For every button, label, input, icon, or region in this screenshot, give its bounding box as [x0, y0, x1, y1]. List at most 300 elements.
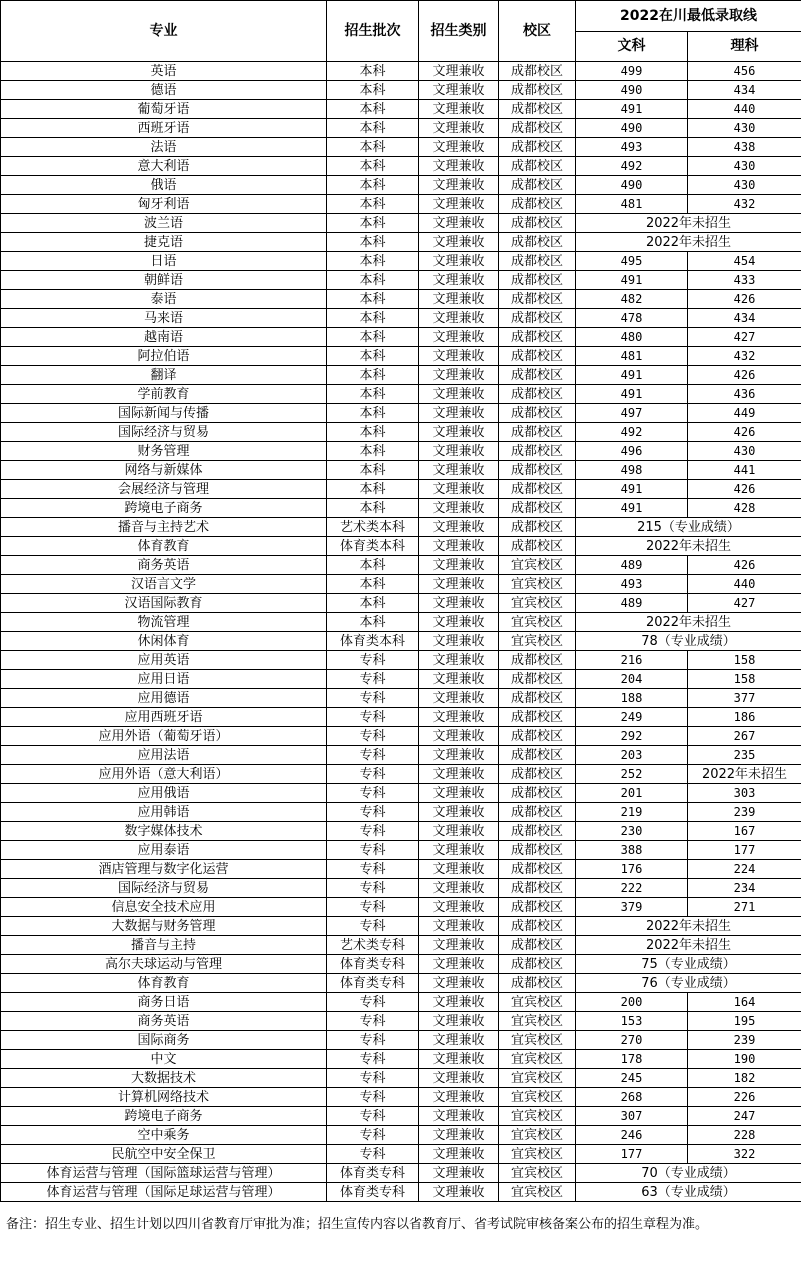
campus-cell: 成都校区 [499, 841, 576, 860]
table-row [1, 746, 801, 765]
campus-cell: 成都校区 [499, 955, 576, 974]
score-merged-cell: 2022年未招生 [576, 613, 801, 632]
table-row [1, 860, 801, 879]
batch-cell: 本科 [327, 575, 419, 594]
table-row [1, 499, 801, 518]
batch-cell: 体育类专科 [327, 974, 419, 993]
category-cell: 文理兼收 [419, 1012, 499, 1031]
wen-score-cell: 200 [576, 993, 688, 1012]
batch-cell: 专科 [327, 898, 419, 917]
category-cell: 文理兼收 [419, 860, 499, 879]
category-cell: 文理兼收 [419, 214, 499, 233]
category-cell: 文理兼收 [419, 556, 499, 575]
category-cell: 文理兼收 [419, 955, 499, 974]
wen-score-cell: 492 [576, 157, 688, 176]
major-cell: 应用韩语 [1, 803, 327, 822]
table-row [1, 1107, 801, 1126]
wen-score-cell: 252 [576, 765, 688, 784]
batch-cell: 体育类本科 [327, 537, 419, 556]
table-row [1, 157, 801, 176]
wen-score-cell: 388 [576, 841, 688, 860]
table-row [1, 670, 801, 689]
batch-cell: 艺术类本科 [327, 518, 419, 537]
major-cell: 葡萄牙语 [1, 100, 327, 119]
campus-cell: 成都校区 [499, 81, 576, 100]
table-row [1, 917, 801, 936]
table-row [1, 366, 801, 385]
major-cell: 信息安全技术应用 [1, 898, 327, 917]
li-score-cell: 426 [688, 366, 801, 385]
major-cell: 应用外语（意大利语） [1, 765, 327, 784]
batch-cell: 本科 [327, 138, 419, 157]
header-li: 理科 [688, 31, 801, 62]
major-cell: 酒店管理与数字化运营 [1, 860, 327, 879]
category-cell: 文理兼收 [419, 670, 499, 689]
category-cell: 文理兼收 [419, 594, 499, 613]
batch-cell: 本科 [327, 157, 419, 176]
table-row [1, 461, 801, 480]
wen-score-cell: 491 [576, 100, 688, 119]
wen-score-cell: 204 [576, 670, 688, 689]
category-cell: 文理兼收 [419, 195, 499, 214]
major-cell: 商务英语 [1, 556, 327, 575]
major-cell: 跨境电子商务 [1, 499, 327, 518]
major-cell: 泰语 [1, 290, 327, 309]
li-score-cell: 438 [688, 138, 801, 157]
campus-cell: 成都校区 [499, 746, 576, 765]
li-score-cell: 426 [688, 423, 801, 442]
table-row [1, 176, 801, 195]
category-cell: 文理兼收 [419, 328, 499, 347]
score-merged-cell: 78（专业成绩） [576, 632, 801, 651]
header-batch: 招生批次 [327, 1, 419, 62]
major-cell: 体育教育 [1, 537, 327, 556]
campus-cell: 成都校区 [499, 138, 576, 157]
wen-score-cell: 176 [576, 860, 688, 879]
category-cell: 文理兼收 [419, 936, 499, 955]
li-score-cell: 430 [688, 119, 801, 138]
major-cell: 马来语 [1, 309, 327, 328]
category-cell: 文理兼收 [419, 1088, 499, 1107]
score-merged-cell: 75（专业成绩） [576, 955, 801, 974]
table-row [1, 119, 801, 138]
batch-cell: 本科 [327, 100, 419, 119]
major-cell: 汉语国际教育 [1, 594, 327, 613]
major-cell: 法语 [1, 138, 327, 157]
campus-cell: 成都校区 [499, 271, 576, 290]
table-row [1, 518, 801, 537]
li-score-cell: 427 [688, 328, 801, 347]
category-cell: 文理兼收 [419, 993, 499, 1012]
batch-cell: 本科 [327, 366, 419, 385]
score-merged-cell: 2022年未招生 [576, 214, 801, 233]
category-cell: 文理兼收 [419, 290, 499, 309]
wen-score-cell: 478 [576, 309, 688, 328]
score-merged-cell: 2022年未招生 [576, 233, 801, 252]
campus-cell: 宜宾校区 [499, 632, 576, 651]
table-row [1, 537, 801, 556]
score-merged-cell: 63（专业成绩） [576, 1183, 801, 1202]
batch-cell: 本科 [327, 461, 419, 480]
batch-cell: 专科 [327, 689, 419, 708]
batch-cell: 本科 [327, 613, 419, 632]
major-cell: 计算机网络技术 [1, 1088, 327, 1107]
major-cell: 大数据与财务管理 [1, 917, 327, 936]
campus-cell: 宜宾校区 [499, 1145, 576, 1164]
category-cell: 文理兼收 [419, 708, 499, 727]
campus-cell: 成都校区 [499, 233, 576, 252]
batch-cell: 本科 [327, 119, 419, 138]
table-row [1, 62, 801, 81]
major-cell: 空中乘务 [1, 1126, 327, 1145]
category-cell: 文理兼收 [419, 803, 499, 822]
category-cell: 文理兼收 [419, 613, 499, 632]
score-merged-cell: 2022年未招生 [576, 936, 801, 955]
major-cell: 汉语言文学 [1, 575, 327, 594]
batch-cell: 本科 [327, 385, 419, 404]
table-row [1, 765, 801, 784]
category-cell: 文理兼收 [419, 366, 499, 385]
batch-cell: 本科 [327, 81, 419, 100]
table-row [1, 955, 801, 974]
table-row [1, 1069, 801, 1088]
wen-score-cell: 270 [576, 1031, 688, 1050]
header-wen: 文科 [576, 31, 688, 62]
score-merged-cell: 70（专业成绩） [576, 1164, 801, 1183]
batch-cell: 专科 [327, 708, 419, 727]
batch-cell: 本科 [327, 309, 419, 328]
campus-cell: 成都校区 [499, 442, 576, 461]
wen-score-cell: 490 [576, 81, 688, 100]
wen-score-cell: 245 [576, 1069, 688, 1088]
li-score-cell: 441 [688, 461, 801, 480]
table-row [1, 252, 801, 271]
li-score-cell: 456 [688, 62, 801, 81]
batch-cell: 专科 [327, 1126, 419, 1145]
li-score-cell: 177 [688, 841, 801, 860]
major-cell: 体育运营与管理（国际篮球运营与管理） [1, 1164, 327, 1183]
category-cell: 文理兼收 [419, 271, 499, 290]
category-cell: 文理兼收 [419, 442, 499, 461]
major-cell: 应用外语（葡萄牙语） [1, 727, 327, 746]
batch-cell: 本科 [327, 252, 419, 271]
wen-score-cell: 498 [576, 461, 688, 480]
category-cell: 文理兼收 [419, 1126, 499, 1145]
major-cell: 国际商务 [1, 1031, 327, 1050]
campus-cell: 成都校区 [499, 62, 576, 81]
major-cell: 播音与主持 [1, 936, 327, 955]
batch-cell: 专科 [327, 1031, 419, 1050]
major-cell: 学前教育 [1, 385, 327, 404]
batch-cell: 专科 [327, 860, 419, 879]
campus-cell: 成都校区 [499, 860, 576, 879]
major-cell: 体育运营与管理（国际足球运营与管理） [1, 1183, 327, 1202]
li-score-cell: 239 [688, 803, 801, 822]
major-cell: 匈牙利语 [1, 195, 327, 214]
wen-score-cell: 490 [576, 119, 688, 138]
major-cell: 德语 [1, 81, 327, 100]
li-score-cell: 434 [688, 309, 801, 328]
category-cell: 文理兼收 [419, 138, 499, 157]
major-cell: 物流管理 [1, 613, 327, 632]
li-score-cell: 377 [688, 689, 801, 708]
batch-cell: 本科 [327, 62, 419, 81]
wen-score-cell: 203 [576, 746, 688, 765]
campus-cell: 宜宾校区 [499, 1088, 576, 1107]
major-cell: 国际新闻与传播 [1, 404, 327, 423]
campus-cell: 成都校区 [499, 309, 576, 328]
table-row [1, 784, 801, 803]
table-row [1, 1183, 801, 1202]
wen-score-cell: 491 [576, 271, 688, 290]
table-row [1, 841, 801, 860]
batch-cell: 体育类专科 [327, 955, 419, 974]
campus-cell: 成都校区 [499, 898, 576, 917]
li-score-cell: 454 [688, 252, 801, 271]
li-score-cell: 226 [688, 1088, 801, 1107]
batch-cell: 体育类专科 [327, 1183, 419, 1202]
table-row [1, 936, 801, 955]
li-score-cell: 432 [688, 347, 801, 366]
campus-cell: 成都校区 [499, 385, 576, 404]
campus-cell: 成都校区 [499, 822, 576, 841]
batch-cell: 专科 [327, 803, 419, 822]
wen-score-cell: 481 [576, 195, 688, 214]
wen-score-cell: 177 [576, 1145, 688, 1164]
category-cell: 文理兼收 [419, 176, 499, 195]
category-cell: 文理兼收 [419, 499, 499, 518]
category-cell: 文理兼收 [419, 81, 499, 100]
category-cell: 文理兼收 [419, 727, 499, 746]
category-cell: 文理兼收 [419, 1145, 499, 1164]
table-row [1, 689, 801, 708]
header-category: 招生类别 [419, 1, 499, 62]
batch-cell: 专科 [327, 765, 419, 784]
batch-cell: 专科 [327, 651, 419, 670]
major-cell: 应用西班牙语 [1, 708, 327, 727]
campus-cell: 成都校区 [499, 936, 576, 955]
category-cell: 文理兼收 [419, 575, 499, 594]
category-cell: 文理兼收 [419, 689, 499, 708]
wen-score-cell: 292 [576, 727, 688, 746]
wen-score-cell: 307 [576, 1107, 688, 1126]
campus-cell: 宜宾校区 [499, 1107, 576, 1126]
campus-cell: 成都校区 [499, 784, 576, 803]
category-cell: 文理兼收 [419, 1183, 499, 1202]
table-row [1, 100, 801, 119]
score-merged-cell: 2022年未招生 [576, 917, 801, 936]
li-score-cell: 433 [688, 271, 801, 290]
category-cell: 文理兼收 [419, 898, 499, 917]
major-cell: 商务英语 [1, 1012, 327, 1031]
major-cell: 应用日语 [1, 670, 327, 689]
wen-score-cell: 491 [576, 499, 688, 518]
table-row [1, 556, 801, 575]
campus-cell: 成都校区 [499, 252, 576, 271]
li-score-cell: 271 [688, 898, 801, 917]
batch-cell: 本科 [327, 594, 419, 613]
wen-score-cell: 216 [576, 651, 688, 670]
wen-score-cell: 489 [576, 594, 688, 613]
table-row [1, 138, 801, 157]
table-body [1, 62, 801, 1202]
batch-cell: 专科 [327, 822, 419, 841]
table-row [1, 1031, 801, 1050]
li-score-cell: 164 [688, 993, 801, 1012]
li-score-cell: 224 [688, 860, 801, 879]
major-cell: 数字媒体技术 [1, 822, 327, 841]
category-cell: 文理兼收 [419, 404, 499, 423]
wen-score-cell: 493 [576, 575, 688, 594]
campus-cell: 成都校区 [499, 917, 576, 936]
campus-cell: 成都校区 [499, 290, 576, 309]
table-row [1, 309, 801, 328]
li-score-cell: 428 [688, 499, 801, 518]
major-cell: 跨境电子商务 [1, 1107, 327, 1126]
wen-score-cell: 481 [576, 347, 688, 366]
campus-cell: 成都校区 [499, 879, 576, 898]
campus-cell: 成都校区 [499, 765, 576, 784]
campus-cell: 成都校区 [499, 974, 576, 993]
category-cell: 文理兼收 [419, 423, 499, 442]
campus-cell: 宜宾校区 [499, 1069, 576, 1088]
wen-score-cell: 249 [576, 708, 688, 727]
table-row [1, 1050, 801, 1069]
batch-cell: 本科 [327, 442, 419, 461]
campus-cell: 成都校区 [499, 214, 576, 233]
wen-score-cell: 268 [576, 1088, 688, 1107]
header-score-group: 2022在川最低录取线 [576, 1, 801, 32]
wen-score-cell: 497 [576, 404, 688, 423]
table-row [1, 290, 801, 309]
category-cell: 文理兼收 [419, 347, 499, 366]
major-cell: 朝鲜语 [1, 271, 327, 290]
campus-cell: 宜宾校区 [499, 594, 576, 613]
major-cell: 应用德语 [1, 689, 327, 708]
campus-cell: 成都校区 [499, 708, 576, 727]
batch-cell: 专科 [327, 727, 419, 746]
category-cell: 文理兼收 [419, 157, 499, 176]
major-cell: 中文 [1, 1050, 327, 1069]
li-score-cell: 2022年未招生 [688, 765, 801, 784]
campus-cell: 宜宾校区 [499, 1183, 576, 1202]
table-row [1, 651, 801, 670]
batch-cell: 专科 [327, 1088, 419, 1107]
li-score-cell: 449 [688, 404, 801, 423]
table-row [1, 1012, 801, 1031]
batch-cell: 专科 [327, 1145, 419, 1164]
table-row [1, 613, 801, 632]
campus-cell: 成都校区 [499, 537, 576, 556]
category-cell: 文理兼收 [419, 1031, 499, 1050]
campus-cell: 成都校区 [499, 404, 576, 423]
campus-cell: 成都校区 [499, 328, 576, 347]
batch-cell: 本科 [327, 480, 419, 499]
table-row [1, 423, 801, 442]
campus-cell: 宜宾校区 [499, 1031, 576, 1050]
li-score-cell: 158 [688, 670, 801, 689]
wen-score-cell: 496 [576, 442, 688, 461]
campus-cell: 成都校区 [499, 651, 576, 670]
table-row [1, 1164, 801, 1183]
li-score-cell: 322 [688, 1145, 801, 1164]
batch-cell: 专科 [327, 1069, 419, 1088]
major-cell: 应用法语 [1, 746, 327, 765]
campus-cell: 成都校区 [499, 176, 576, 195]
table-row [1, 271, 801, 290]
category-cell: 文理兼收 [419, 632, 499, 651]
major-cell: 波兰语 [1, 214, 327, 233]
table-row [1, 575, 801, 594]
major-cell: 大数据技术 [1, 1069, 327, 1088]
wen-score-cell: 379 [576, 898, 688, 917]
category-cell: 文理兼收 [419, 1069, 499, 1088]
campus-cell: 成都校区 [499, 366, 576, 385]
wen-score-cell: 491 [576, 366, 688, 385]
major-cell: 应用泰语 [1, 841, 327, 860]
table-row [1, 594, 801, 613]
major-cell: 高尔夫球运动与管理 [1, 955, 327, 974]
category-cell: 文理兼收 [419, 917, 499, 936]
campus-cell: 成都校区 [499, 119, 576, 138]
li-score-cell: 182 [688, 1069, 801, 1088]
batch-cell: 艺术类专科 [327, 936, 419, 955]
li-score-cell: 235 [688, 746, 801, 765]
campus-cell: 宜宾校区 [499, 556, 576, 575]
li-score-cell: 167 [688, 822, 801, 841]
batch-cell: 体育类专科 [327, 1164, 419, 1183]
category-cell: 文理兼收 [419, 1164, 499, 1183]
li-score-cell: 426 [688, 480, 801, 499]
category-cell: 文理兼收 [419, 518, 499, 537]
li-score-cell: 239 [688, 1031, 801, 1050]
category-cell: 文理兼收 [419, 100, 499, 119]
campus-cell: 成都校区 [499, 347, 576, 366]
campus-cell: 成都校区 [499, 157, 576, 176]
li-score-cell: 267 [688, 727, 801, 746]
category-cell: 文理兼收 [419, 461, 499, 480]
batch-cell: 体育类本科 [327, 632, 419, 651]
wen-score-cell: 178 [576, 1050, 688, 1069]
campus-cell: 成都校区 [499, 480, 576, 499]
major-cell: 国际经济与贸易 [1, 879, 327, 898]
major-cell: 捷克语 [1, 233, 327, 252]
category-cell: 文理兼收 [419, 765, 499, 784]
header-major: 专业 [1, 1, 327, 62]
wen-score-cell: 219 [576, 803, 688, 822]
table-row [1, 442, 801, 461]
li-score-cell: 436 [688, 385, 801, 404]
batch-cell: 本科 [327, 271, 419, 290]
li-score-cell: 430 [688, 157, 801, 176]
table-row [1, 347, 801, 366]
category-cell: 文理兼收 [419, 974, 499, 993]
wen-score-cell: 246 [576, 1126, 688, 1145]
li-score-cell: 234 [688, 879, 801, 898]
table-row [1, 214, 801, 233]
category-cell: 文理兼收 [419, 537, 499, 556]
category-cell: 文理兼收 [419, 746, 499, 765]
category-cell: 文理兼收 [419, 1050, 499, 1069]
category-cell: 文理兼收 [419, 62, 499, 81]
wen-score-cell: 230 [576, 822, 688, 841]
batch-cell: 本科 [327, 176, 419, 195]
wen-score-cell: 489 [576, 556, 688, 575]
batch-cell: 本科 [327, 423, 419, 442]
wen-score-cell: 499 [576, 62, 688, 81]
wen-score-cell: 188 [576, 689, 688, 708]
table-row [1, 1088, 801, 1107]
